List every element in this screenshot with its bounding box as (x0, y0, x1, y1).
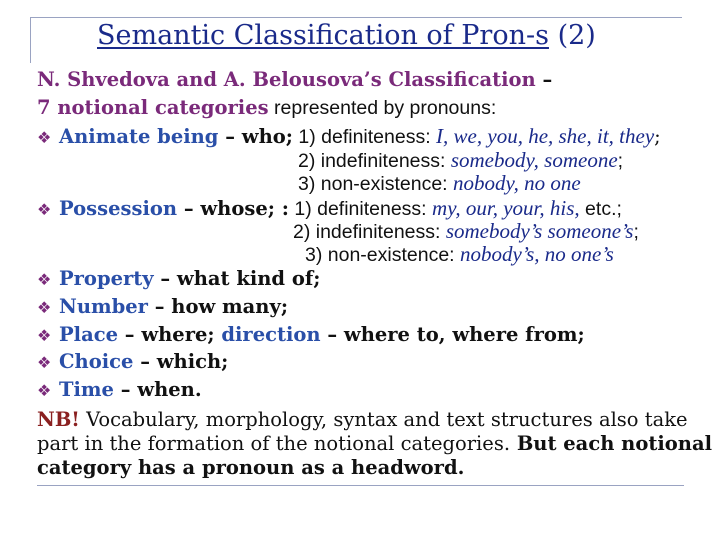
item-animate-def-value: I, we, you, he, she, it, they (436, 124, 655, 148)
item-possession-none (305, 241, 614, 268)
nb-bold-text: But each notional category has a pronoun as a headword. (37, 432, 712, 479)
item-choice (37, 349, 228, 376)
item-number-label: Number (59, 295, 148, 318)
item-place-label: Place (59, 323, 118, 346)
item-possession-indef-label: 2) indefiniteness: (293, 221, 446, 243)
item-animate-indef-label: 2) indefiniteness: (298, 150, 451, 172)
intro-line-2 (37, 95, 496, 121)
nb-text: Vocabulary, morphology, syntax and text structures also take part in the formation of the notional categories. (37, 408, 688, 455)
item-animate-label: Animate being (59, 125, 219, 148)
item-place-question2: – where to, where from; (320, 323, 585, 346)
item-animate-indef-value: somebody, someone (450, 148, 618, 172)
intro-categories: 7 notional categories (37, 96, 269, 119)
item-number-question: – how many; (147, 295, 289, 318)
frame-left-line (30, 17, 31, 63)
item-possession-def-value: my, our, your, his, (432, 196, 580, 220)
bullet-icon: ❖ (37, 353, 52, 372)
intro-rest: represented by pronouns: (268, 97, 497, 119)
item-animate-question: – who; (218, 125, 293, 148)
item-choice-question: – which; (133, 350, 229, 373)
nb-note (37, 408, 717, 480)
intro-authors: N. Shvedova and A. Belousova’s Classification (37, 68, 536, 91)
item-possession-indef-value: somebody’s someone’s (445, 219, 634, 243)
bullet-icon: ❖ (37, 381, 52, 400)
bullet-icon: ❖ (37, 200, 52, 219)
intro-dash: – (535, 68, 553, 91)
item-time-label: Time (59, 378, 114, 401)
item-time (37, 377, 202, 404)
item-choice-label: Choice (59, 350, 134, 373)
intro-line-1 (37, 67, 552, 93)
item-animate-def-end: ; (654, 125, 661, 148)
item-place-label2: direction (221, 323, 321, 346)
item-possession-label: Possession (59, 197, 178, 220)
item-animate-none-label: 3) non-existence: (298, 173, 454, 195)
bullet-icon: ❖ (37, 326, 52, 345)
item-property (37, 266, 320, 293)
title-number: (2) (557, 20, 596, 51)
item-possession-indef-end: ; (633, 221, 639, 243)
item-number (37, 294, 288, 321)
item-animate-def-label: 1) definiteness: (292, 126, 437, 148)
nb-label: NB! (37, 408, 80, 431)
item-possession-question: – whose; : (177, 197, 289, 220)
bullet-icon: ❖ (37, 270, 52, 289)
title-text: Semantic Classification of Pron-s (97, 20, 549, 51)
item-animate-indef-end: ; (617, 150, 624, 172)
bottom-rule (37, 485, 684, 486)
bullet-icon: ❖ (37, 298, 52, 317)
item-possession-none-value: nobody’s, no one’s (460, 242, 614, 266)
item-property-label: Property (59, 267, 154, 290)
item-possession-def-end: etc.; (579, 198, 622, 220)
slide-title (97, 18, 596, 54)
item-property-question: – what kind of; (153, 267, 321, 290)
item-place-question: – where; (118, 323, 222, 346)
item-possession-none-label: 3) non-existence: (305, 244, 461, 266)
item-possession-def-label: 1) definiteness: (288, 198, 433, 220)
bullet-icon: ❖ (37, 128, 52, 147)
item-animate-none-value: nobody, no one (453, 171, 581, 195)
item-time-question: – when. (113, 378, 202, 401)
item-place (37, 322, 585, 349)
item-animate-none (298, 170, 581, 197)
